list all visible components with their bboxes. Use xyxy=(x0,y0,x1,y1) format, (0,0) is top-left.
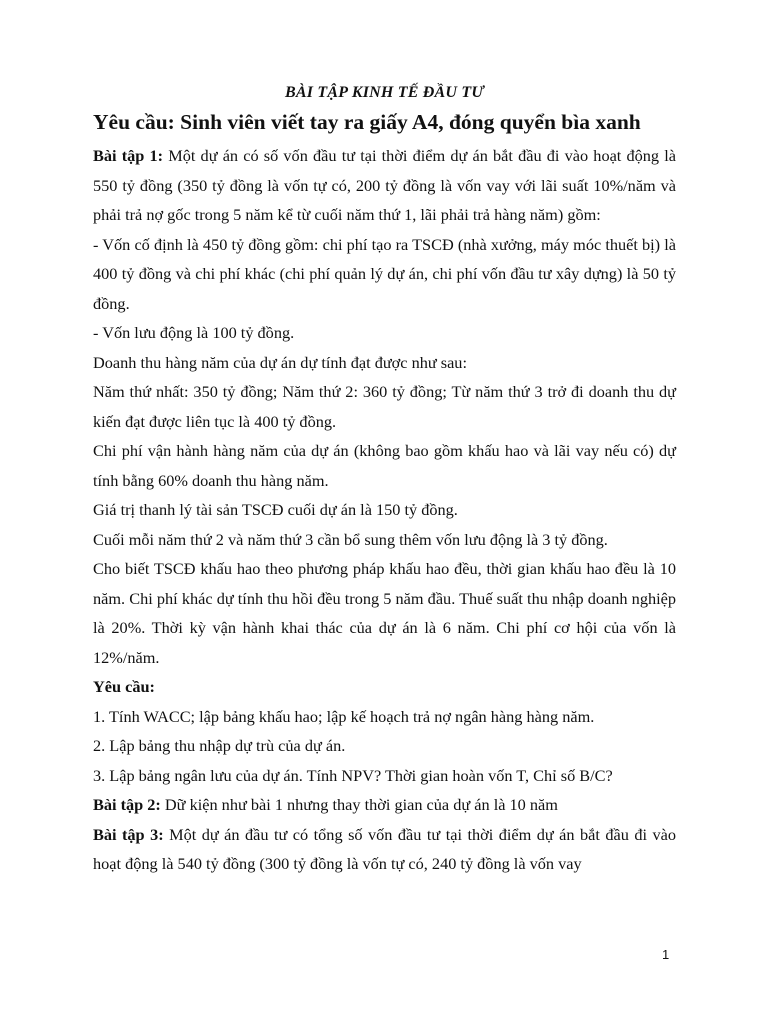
requirement-2: 2. Lập bảng thu nhập dự trù của dự án. xyxy=(93,736,346,755)
exercise-2 xyxy=(93,790,676,820)
revenue-intro: Doanh thu hàng năm của dự án dự tính đạt được như sau: xyxy=(93,352,467,372)
page-number: 1 xyxy=(662,947,670,962)
exercise-1-label: Bài tập 1: xyxy=(93,146,164,165)
exercise-3-text: Một dự án đầu tư có tổng số vốn đầu tư tại thời điểm dự án bắt đầu đi vào hoạt động là 540 tỷ đồng (300 tỷ đồng là vốn tự có, 240 tỷ đồng là vốn vay xyxy=(93,824,676,873)
exercise-2-label: Bài tập 2: xyxy=(93,795,161,814)
revenue-detail: Năm thứ nhất: 350 tỷ đồng; Năm thứ 2: 360 tỷ đồng; Từ năm thứ 3 trở đi doanh thu dự kiến đạt được liên tục là 400 tỷ đồng. xyxy=(93,382,676,431)
requirement-1: 1. Tính WACC; lập bảng khấu hao; lập kế hoạch trả nợ ngân hàng hàng năm. xyxy=(93,706,595,726)
salvage-value: Giá trị thanh lý tài sản TSCĐ cuối dự án là 150 tỷ đồng. xyxy=(93,500,458,519)
operating-cost: Chi phí vận hành hàng năm của dự án (không bao gồm khấu hao và lãi vay nếu có) dự tính bằng 60% doanh thu hàng năm. xyxy=(93,441,676,490)
exercise-2-text: Dữ kiện như bài 1 nhưng thay thời gian của dự án là 10 năm xyxy=(160,795,558,814)
exercise-3-label: Bài tập 3: xyxy=(93,824,164,844)
depreciation-info: Cho biết TSCĐ khấu hao theo phương pháp khấu hao đều, thời gian khấu hao đều là 10 năm. Chi phí khác dự tính thu hồi đều trong 5 năm đầu. Thuế suất thu nhập doanh nghiệp là 20%. Thời kỳ vận hành khai thác của dự án là 6 năm. Chi phí cơ hội của vốn là 12%/năm. xyxy=(93,559,676,667)
requirements-label: Yêu cầu: xyxy=(93,677,155,696)
exercise-1-intro xyxy=(93,141,676,230)
requirements-heading xyxy=(93,672,676,702)
working-capital-item: - Vốn lưu động là 100 tỷ đồng. xyxy=(93,323,295,342)
extra-working-capital: Cuối mỗi năm thứ 2 và năm thứ 3 cần bổ sung thêm vốn lưu động là 3 tỷ đồng. xyxy=(93,529,608,549)
requirement-3: 3. Lập bảng ngân lưu của dự án. Tính NPV? Thời gian hoàn vốn T, Chỉ số B/C? xyxy=(93,765,613,785)
fixed-capital-item: - Vốn cố định là 450 tỷ đồng gồm: chi phí tạo ra TSCĐ (nhà xưởng, máy móc thuết bị) là 400 tỷ đồng và chi phí khác (chi phí quản lý dự án, chi phí vốn đầu tư xây dựng) là 50 tỷ đồng. xyxy=(93,234,676,313)
document-title: BÀI TẬP KINH TẾ ĐẦU TƯ xyxy=(285,84,484,101)
exercise-3 xyxy=(93,820,676,879)
document-body xyxy=(93,84,676,879)
requirement-headline: Yêu cầu: Sinh viên viết tay ra giấy A4, đóng quyển bìa xanh xyxy=(93,110,641,134)
exercise-1-text: Một dự án có số vốn đầu tư tại thời điểm dự án bắt đầu đi vào hoạt động là 550 tỷ đồng (350 tỷ đồng là vốn tự có, 200 tỷ đồng là vốn vay với lãi suất 10%/năm và phải trả nợ gốc trong 5 năm kể từ cuối năm thứ 1, lãi phải trả hàng năm) gồm: xyxy=(93,146,676,224)
